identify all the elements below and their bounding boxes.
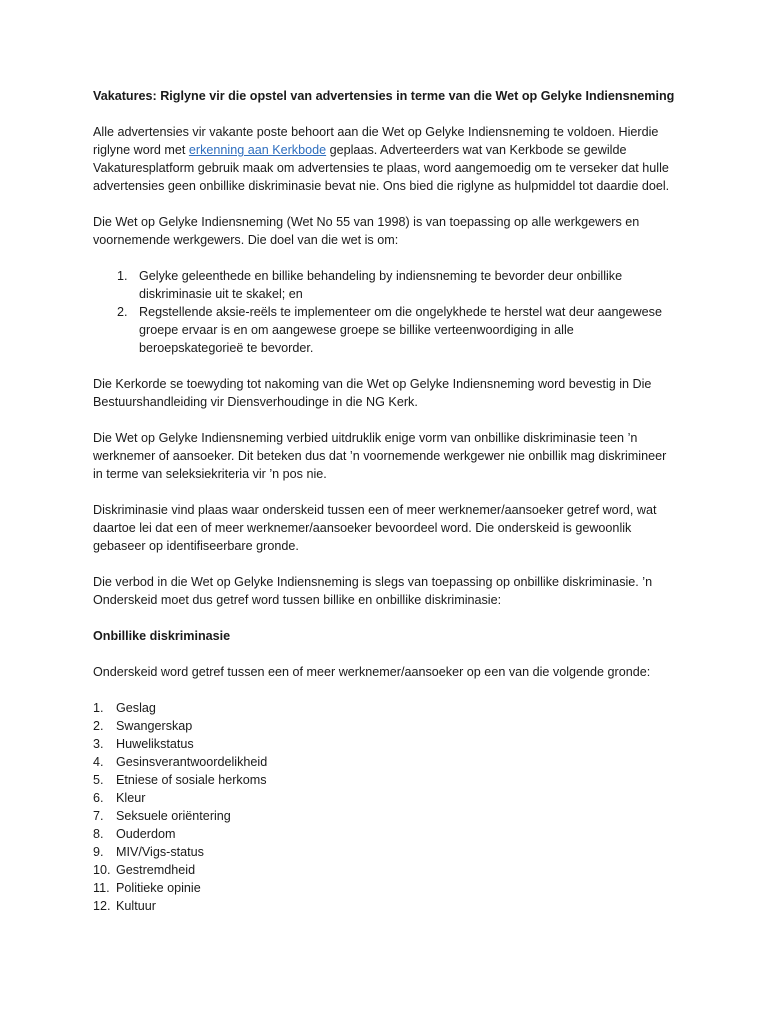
church-commitment-paragraph: Die Kerkorde se toewyding tot nakoming van die Wet op Gelyke Indiensneming word bevestig in Die Bestuurshandleiding vir Diensverhoudinge in die NG Kerk. <box>93 377 652 409</box>
ground-item <box>93 735 678 753</box>
purpose-item <box>93 303 678 357</box>
ground-item-text: MIV/Vigs-status <box>116 845 204 859</box>
ground-item-text: Gesinsverantwoordelikheid <box>116 755 268 769</box>
ground-item-text: Kleur <box>116 791 146 805</box>
ground-item-text: Politieke opinie <box>116 881 201 895</box>
ground-item-number: 6. <box>93 791 104 805</box>
ground-item-number: 1. <box>93 701 104 715</box>
ground-item-text: Kultuur <box>116 899 156 913</box>
document-title: Vakatures: Riglyne vir die opstel van advertensies in terme van die Wet op Gelyke Indiensneming <box>93 89 675 103</box>
purpose-item-text: Gelyke geleenthede en billike behandeling by indiensneming te bevorder deur onbillike diskriminasie uit te skakel; en <box>139 269 623 301</box>
ground-item-text: Seksuele oriëntering <box>116 809 231 823</box>
prohibition-paragraph: Die Wet op Gelyke Indiensneming verbied uitdruklik enige vorm van onbillike diskriminasie teen ’n werknemer of aansoeker. Dit beteken dus dat ’n voornemende werkgewer nie onbillik mag diskrimineer in terme van seleksiekriteria vir ’n pos nie. <box>93 431 667 481</box>
ground-item <box>93 807 678 825</box>
law-intro-paragraph: Die Wet op Gelyke Indiensneming (Wet No 55 van 1998) is van toepassing op alle werkgewers en voornemende werkgewers. Die doel van die wet is om: <box>93 215 640 247</box>
intro-paragraph <box>93 123 678 195</box>
ground-item-number: 7. <box>93 809 104 823</box>
purpose-item-number: 1. <box>117 269 128 283</box>
purpose-item <box>93 267 678 303</box>
ground-item <box>93 879 678 897</box>
ground-item <box>93 753 678 771</box>
ground-item <box>93 789 678 807</box>
ground-item-number: 5. <box>93 773 104 787</box>
grounds-list <box>93 699 678 915</box>
ground-item-number: 9. <box>93 845 104 859</box>
ground-item-number: 2. <box>93 719 104 733</box>
unfair-discrimination-heading: Onbillike diskriminasie <box>93 629 231 643</box>
ground-item <box>93 861 678 879</box>
ground-item <box>93 843 678 861</box>
ground-item-number: 11. <box>93 881 110 895</box>
ground-item-number: 4. <box>93 755 104 769</box>
grounds-intro-paragraph: Onderskeid word getref tussen een of meer werknemer/aansoeker op een van die volgende gronde: <box>93 665 651 679</box>
ground-item-text: Geslag <box>116 701 156 715</box>
ground-item-text: Ouderdom <box>116 827 176 841</box>
ground-item <box>93 699 678 717</box>
ground-item-number: 3. <box>93 737 104 751</box>
ground-item-text: Etniese of sosiale herkoms <box>116 773 267 787</box>
kerkbode-acknowledgement-link[interactable]: erkenning aan Kerkbode <box>188 143 327 157</box>
intro-text-before-link: Alle advertensies vir vakante poste behoort aan die Wet op Gelyke Indiensneming te voldoen. Hierdie riglyne word met <box>93 125 659 157</box>
intro-text-after-link: geplaas. Adverteerders wat van Kerkbode se gewilde Vakaturesplatform gebruik maak om advertensies te plaas, word aangemoedig om te verseker dat hulle advertensies geen onbillike diskriminasie bevat nie. Ons bied die riglyne as hulpmiddel tot daardie doel. <box>93 143 670 193</box>
ground-item-number: 12. <box>93 899 111 913</box>
ground-item-text: Huwelikstatus <box>116 737 194 751</box>
ground-item <box>93 825 678 843</box>
scope-paragraph: Die verbod in die Wet op Gelyke Indiensneming is slegs van toepassing op onbillike diskriminasie. ’n Onderskeid moet dus getref word tussen billike en onbillike diskriminasie: <box>93 575 653 607</box>
ground-item <box>93 771 678 789</box>
purpose-list <box>93 267 678 357</box>
ground-item-text: Swangerskap <box>116 719 193 733</box>
ground-item-number: 10. <box>93 863 111 877</box>
definition-paragraph: Diskriminasie vind plaas waar onderskeid tussen een of meer werknemer/aansoeker getref word, wat daartoe lei dat een of meer werknemer/aansoeker bevoordeel word. Die onderskeid is gewoonlik gebaseer op identifiseerbare gronde. <box>93 503 657 553</box>
ground-item-text: Gestremdheid <box>116 863 196 877</box>
purpose-item-text: Regstellende aksie-reëls te implementeer om die ongelykhede te herstel wat deur aangewese groepe ervaar is en om aangewese groepe se billike verteenwoordiging in alle beroepskategorieë te bevorder. <box>139 305 662 355</box>
ground-item <box>93 717 678 735</box>
ground-item <box>93 897 678 915</box>
ground-item-number: 8. <box>93 827 104 841</box>
purpose-item-number: 2. <box>117 305 128 319</box>
